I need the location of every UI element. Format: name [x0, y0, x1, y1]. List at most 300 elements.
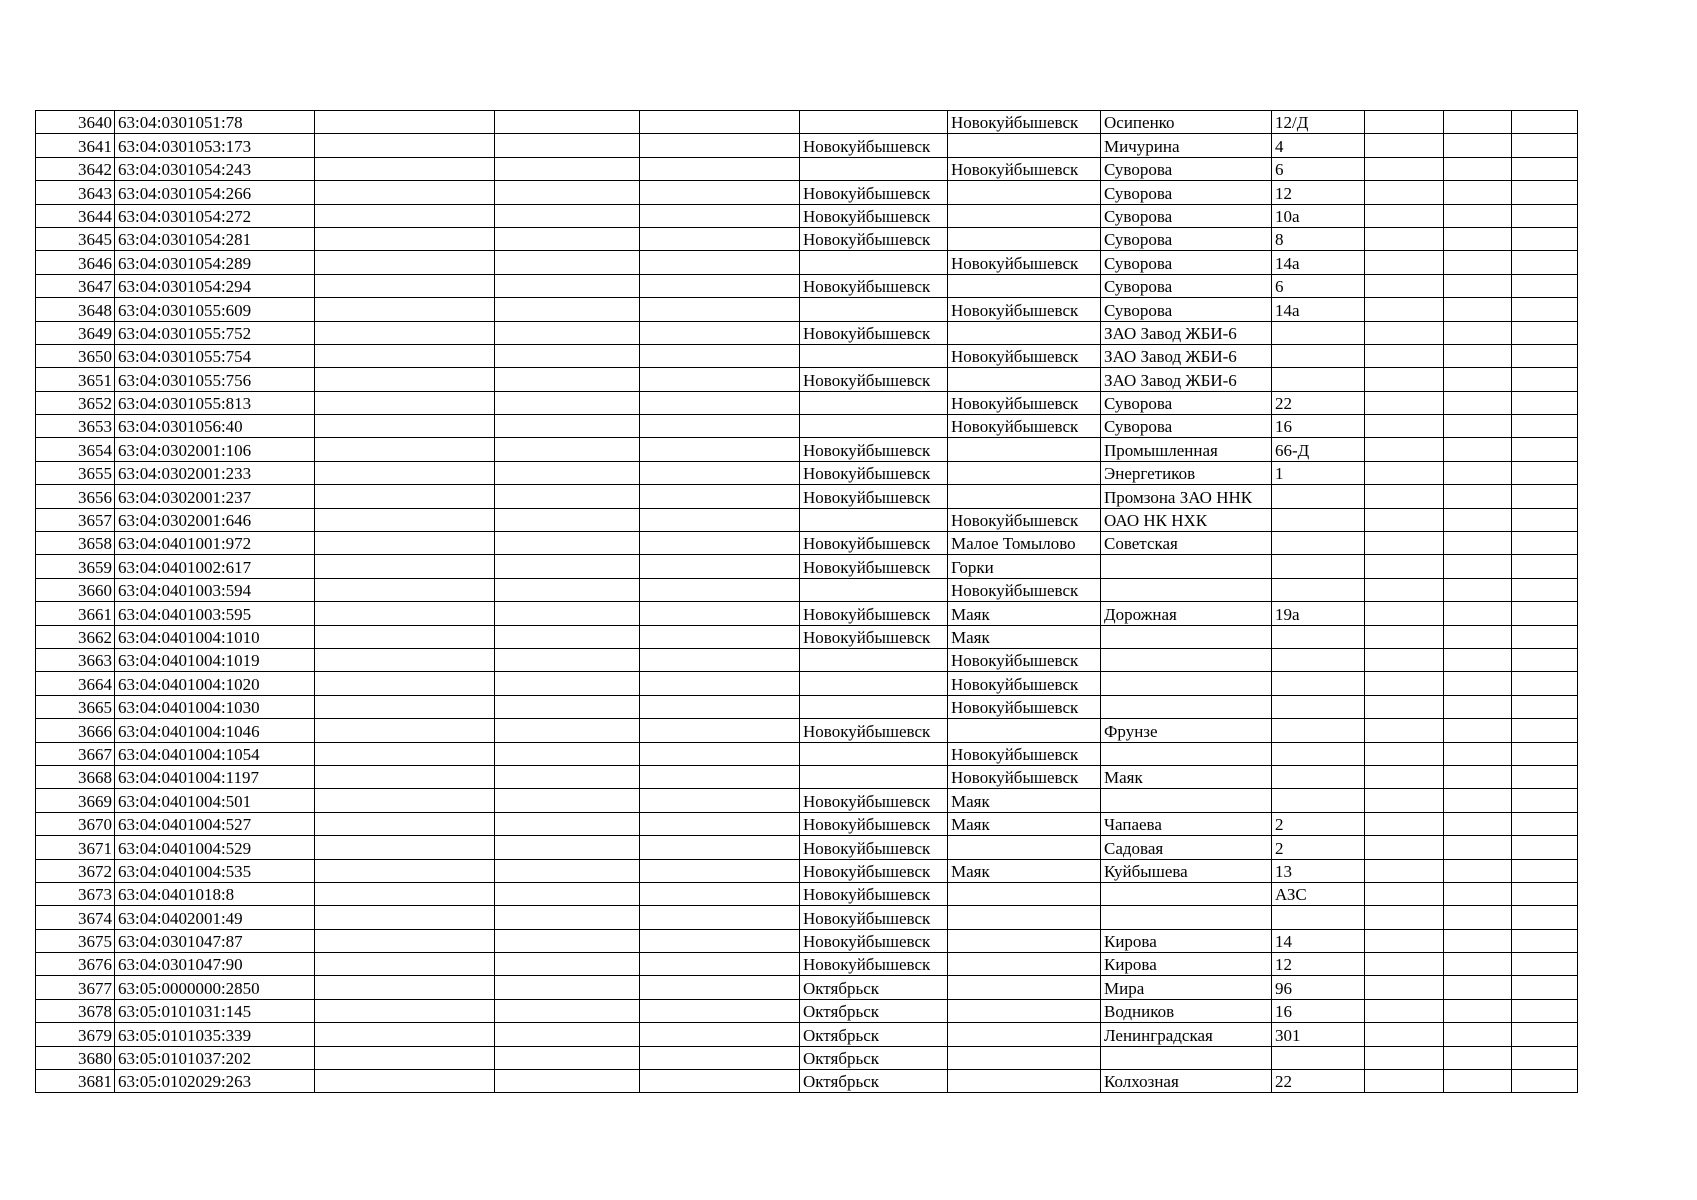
street-cell: [1101, 672, 1272, 695]
city-or-district-cell: Новокуйбышевск: [800, 602, 948, 625]
house-number-cell: [1272, 625, 1365, 648]
locality-cell: [948, 321, 1101, 344]
column-3-cell: [315, 391, 495, 414]
cadastral-number-cell: 63:04:0301055:754: [115, 344, 315, 367]
column-4-cell: [495, 789, 640, 812]
house-number-cell: 8: [1272, 227, 1365, 250]
column-10-cell: [1365, 976, 1444, 999]
city-or-district-cell: Новокуйбышевск: [800, 789, 948, 812]
column-10-cell: [1365, 812, 1444, 835]
row-number-cell: 3662: [36, 625, 115, 648]
column-12-cell: [1512, 1046, 1578, 1069]
column-5-cell: [640, 836, 800, 859]
row-number-cell: 3658: [36, 532, 115, 555]
city-or-district-cell: [800, 578, 948, 601]
column-11-cell: [1444, 134, 1512, 157]
column-4-cell: [495, 1023, 640, 1046]
column-10-cell: [1365, 1023, 1444, 1046]
column-5-cell: [640, 415, 800, 438]
column-3-cell: [315, 134, 495, 157]
column-5-cell: [640, 648, 800, 671]
column-5-cell: [640, 204, 800, 227]
city-or-district-cell: [800, 648, 948, 671]
locality-cell: [948, 274, 1101, 297]
locality-cell: Новокуйбышевск: [948, 765, 1101, 788]
column-5-cell: [640, 719, 800, 742]
column-5-cell: [640, 812, 800, 835]
locality-cell: Горки: [948, 555, 1101, 578]
column-10-cell: [1365, 648, 1444, 671]
column-11-cell: [1444, 742, 1512, 765]
house-number-cell: 4: [1272, 134, 1365, 157]
house-number-cell: 2: [1272, 836, 1365, 859]
column-3-cell: [315, 578, 495, 601]
locality-cell: [948, 204, 1101, 227]
city-or-district-cell: Новокуйбышевск: [800, 836, 948, 859]
column-5-cell: [640, 111, 800, 134]
column-12-cell: [1512, 251, 1578, 274]
column-12-cell: [1512, 625, 1578, 648]
house-number-cell: 14: [1272, 929, 1365, 952]
locality-cell: Новокуйбышевск: [948, 578, 1101, 601]
row-number-cell: 3653: [36, 415, 115, 438]
street-cell: ЗАО Завод ЖБИ-6: [1101, 344, 1272, 367]
table-row: [36, 227, 1578, 250]
column-12-cell: [1512, 742, 1578, 765]
column-4-cell: [495, 648, 640, 671]
cadastral-number-cell: 63:04:0401018:8: [115, 882, 315, 905]
column-3-cell: [315, 204, 495, 227]
house-number-cell: [1272, 648, 1365, 671]
column-3-cell: [315, 625, 495, 648]
column-10-cell: [1365, 765, 1444, 788]
column-4-cell: [495, 625, 640, 648]
house-number-cell: 12/Д: [1272, 111, 1365, 134]
column-4-cell: [495, 555, 640, 578]
column-11-cell: [1444, 321, 1512, 344]
column-5-cell: [640, 298, 800, 321]
column-12-cell: [1512, 461, 1578, 484]
city-or-district-cell: [800, 765, 948, 788]
column-5-cell: [640, 625, 800, 648]
house-number-cell: 22: [1272, 1070, 1365, 1093]
column-5-cell: [640, 227, 800, 250]
house-number-cell: 6: [1272, 274, 1365, 297]
row-number-cell: 3649: [36, 321, 115, 344]
table-row: [36, 742, 1578, 765]
city-or-district-cell: Новокуйбышевск: [800, 906, 948, 929]
locality-cell: Новокуйбышевск: [948, 648, 1101, 671]
street-cell: Суворова: [1101, 157, 1272, 180]
city-or-district-cell: Новокуйбышевск: [800, 929, 948, 952]
house-number-cell: 19а: [1272, 602, 1365, 625]
column-11-cell: [1444, 812, 1512, 835]
column-10-cell: [1365, 625, 1444, 648]
row-number-cell: 3645: [36, 227, 115, 250]
column-12-cell: [1512, 508, 1578, 531]
house-number-cell: 10а: [1272, 204, 1365, 227]
column-4-cell: [495, 1070, 640, 1093]
cadastral-number-cell: 63:04:0402001:49: [115, 906, 315, 929]
column-11-cell: [1444, 251, 1512, 274]
row-number-cell: 3650: [36, 344, 115, 367]
column-10-cell: [1365, 859, 1444, 882]
city-or-district-cell: Новокуйбышевск: [800, 438, 948, 461]
column-10-cell: [1365, 274, 1444, 297]
street-cell: Ленинградская: [1101, 1023, 1272, 1046]
column-3-cell: [315, 555, 495, 578]
column-5-cell: [640, 532, 800, 555]
column-3-cell: [315, 111, 495, 134]
locality-cell: Новокуйбышевск: [948, 508, 1101, 531]
cadastral-number-cell: 63:04:0302001:233: [115, 461, 315, 484]
city-or-district-cell: Октябрьск: [800, 1023, 948, 1046]
column-5-cell: [640, 999, 800, 1022]
house-number-cell: [1272, 765, 1365, 788]
house-number-cell: 13: [1272, 859, 1365, 882]
row-number-cell: 3680: [36, 1046, 115, 1069]
locality-cell: [948, 438, 1101, 461]
city-or-district-cell: Новокуйбышевск: [800, 625, 948, 648]
house-number-cell: 16: [1272, 415, 1365, 438]
column-3-cell: [315, 719, 495, 742]
table-row: [36, 765, 1578, 788]
column-11-cell: [1444, 578, 1512, 601]
city-or-district-cell: Октябрьск: [800, 1070, 948, 1093]
table-row: [36, 344, 1578, 367]
column-11-cell: [1444, 1046, 1512, 1069]
row-number-cell: 3669: [36, 789, 115, 812]
city-or-district-cell: [800, 695, 948, 718]
table-row: [36, 1046, 1578, 1069]
column-4-cell: [495, 882, 640, 905]
city-or-district-cell: Новокуйбышевск: [800, 274, 948, 297]
row-number-cell: 3661: [36, 602, 115, 625]
house-number-cell: 16: [1272, 999, 1365, 1022]
column-10-cell: [1365, 1046, 1444, 1069]
row-number-cell: 3643: [36, 181, 115, 204]
column-12-cell: [1512, 1070, 1578, 1093]
column-3-cell: [315, 321, 495, 344]
column-3-cell: [315, 157, 495, 180]
column-4-cell: [495, 111, 640, 134]
house-number-cell: [1272, 555, 1365, 578]
house-number-cell: 12: [1272, 953, 1365, 976]
column-11-cell: [1444, 672, 1512, 695]
row-number-cell: 3670: [36, 812, 115, 835]
column-5-cell: [640, 1023, 800, 1046]
street-cell: Мичурина: [1101, 134, 1272, 157]
column-11-cell: [1444, 298, 1512, 321]
street-cell: Промышленная: [1101, 438, 1272, 461]
house-number-cell: АЗС: [1272, 882, 1365, 905]
column-12-cell: [1512, 555, 1578, 578]
cadastral-number-cell: 63:04:0301054:294: [115, 274, 315, 297]
column-4-cell: [495, 251, 640, 274]
street-cell: Маяк: [1101, 765, 1272, 788]
table-row: [36, 111, 1578, 134]
city-or-district-cell: [800, 672, 948, 695]
cadastral-number-cell: 63:04:0401004:1054: [115, 742, 315, 765]
locality-cell: Малое Томылово: [948, 532, 1101, 555]
locality-cell: Маяк: [948, 812, 1101, 835]
locality-cell: [948, 836, 1101, 859]
street-cell: ЗАО Завод ЖБИ-6: [1101, 368, 1272, 391]
city-or-district-cell: [800, 415, 948, 438]
cadastral-number-cell: 63:04:0301053:173: [115, 134, 315, 157]
table-row: [36, 532, 1578, 555]
city-or-district-cell: [800, 344, 948, 367]
column-4-cell: [495, 508, 640, 531]
cadastral-number-cell: 63:04:0301054:272: [115, 204, 315, 227]
column-4-cell: [495, 812, 640, 835]
column-11-cell: [1444, 204, 1512, 227]
cadastral-number-cell: 63:04:0401004:1010: [115, 625, 315, 648]
house-number-cell: 14а: [1272, 251, 1365, 274]
locality-cell: [948, 227, 1101, 250]
street-cell: Кирова: [1101, 953, 1272, 976]
column-4-cell: [495, 578, 640, 601]
cadastral-register-table: [35, 110, 1578, 1093]
locality-cell: [948, 368, 1101, 391]
cadastral-number-cell: 63:04:0302001:646: [115, 508, 315, 531]
column-3-cell: [315, 695, 495, 718]
column-10-cell: [1365, 742, 1444, 765]
street-cell: Куйбышева: [1101, 859, 1272, 882]
column-4-cell: [495, 1046, 640, 1069]
column-3-cell: [315, 227, 495, 250]
column-3-cell: [315, 906, 495, 929]
column-3-cell: [315, 251, 495, 274]
house-number-cell: 301: [1272, 1023, 1365, 1046]
column-11-cell: [1444, 391, 1512, 414]
street-cell: [1101, 882, 1272, 905]
column-4-cell: [495, 695, 640, 718]
column-3-cell: [315, 1070, 495, 1093]
column-12-cell: [1512, 672, 1578, 695]
column-11-cell: [1444, 719, 1512, 742]
column-10-cell: [1365, 929, 1444, 952]
column-11-cell: [1444, 485, 1512, 508]
house-number-cell: 14а: [1272, 298, 1365, 321]
table-row: [36, 438, 1578, 461]
street-cell: Суворова: [1101, 391, 1272, 414]
cadastral-number-cell: 63:04:0401004:535: [115, 859, 315, 882]
row-number-cell: 3642: [36, 157, 115, 180]
column-10-cell: [1365, 602, 1444, 625]
street-cell: Советская: [1101, 532, 1272, 555]
table-body: [36, 111, 1578, 1093]
house-number-cell: [1272, 742, 1365, 765]
house-number-cell: 2: [1272, 812, 1365, 835]
street-cell: Кирова: [1101, 929, 1272, 952]
street-cell: [1101, 578, 1272, 601]
column-4-cell: [495, 836, 640, 859]
column-4-cell: [495, 321, 640, 344]
table-row: [36, 578, 1578, 601]
house-number-cell: [1272, 485, 1365, 508]
row-number-cell: 3659: [36, 555, 115, 578]
column-10-cell: [1365, 391, 1444, 414]
column-4-cell: [495, 485, 640, 508]
column-3-cell: [315, 812, 495, 835]
row-number-cell: 3641: [36, 134, 115, 157]
column-5-cell: [640, 555, 800, 578]
street-cell: [1101, 625, 1272, 648]
cadastral-number-cell: 63:04:0301056:40: [115, 415, 315, 438]
table-row: [36, 882, 1578, 905]
cadastral-number-cell: 63:04:0301055:609: [115, 298, 315, 321]
row-number-cell: 3646: [36, 251, 115, 274]
column-12-cell: [1512, 134, 1578, 157]
column-12-cell: [1512, 999, 1578, 1022]
street-cell: [1101, 695, 1272, 718]
column-11-cell: [1444, 344, 1512, 367]
column-12-cell: [1512, 602, 1578, 625]
city-or-district-cell: Новокуйбышевск: [800, 134, 948, 157]
row-number-cell: 3672: [36, 859, 115, 882]
column-4-cell: [495, 906, 640, 929]
house-number-cell: [1272, 578, 1365, 601]
table-row: [36, 789, 1578, 812]
column-12-cell: [1512, 298, 1578, 321]
column-3-cell: [315, 882, 495, 905]
cadastral-number-cell: 63:04:0301054:243: [115, 157, 315, 180]
column-3-cell: [315, 181, 495, 204]
column-4-cell: [495, 976, 640, 999]
row-number-cell: 3678: [36, 999, 115, 1022]
column-3-cell: [315, 368, 495, 391]
column-4-cell: [495, 602, 640, 625]
column-12-cell: [1512, 906, 1578, 929]
column-11-cell: [1444, 461, 1512, 484]
table-row: [36, 625, 1578, 648]
column-10-cell: [1365, 415, 1444, 438]
column-12-cell: [1512, 578, 1578, 601]
street-cell: [1101, 648, 1272, 671]
table-row: [36, 648, 1578, 671]
street-cell: ЗАО Завод ЖБИ-6: [1101, 321, 1272, 344]
locality-cell: [948, 134, 1101, 157]
cadastral-number-cell: 63:04:0401004:501: [115, 789, 315, 812]
row-number-cell: 3663: [36, 648, 115, 671]
city-or-district-cell: [800, 391, 948, 414]
column-12-cell: [1512, 157, 1578, 180]
column-5-cell: [640, 251, 800, 274]
column-12-cell: [1512, 976, 1578, 999]
locality-cell: Новокуйбышевск: [948, 391, 1101, 414]
column-5-cell: [640, 1046, 800, 1069]
column-10-cell: [1365, 251, 1444, 274]
column-11-cell: [1444, 274, 1512, 297]
table-row: [36, 695, 1578, 718]
street-cell: Чапаева: [1101, 812, 1272, 835]
column-12-cell: [1512, 438, 1578, 461]
column-5-cell: [640, 368, 800, 391]
column-11-cell: [1444, 1023, 1512, 1046]
column-11-cell: [1444, 765, 1512, 788]
street-cell: Осипенко: [1101, 111, 1272, 134]
column-4-cell: [495, 274, 640, 297]
column-12-cell: [1512, 859, 1578, 882]
table-row: [36, 859, 1578, 882]
street-cell: Дорожная: [1101, 602, 1272, 625]
house-number-cell: 12: [1272, 181, 1365, 204]
column-12-cell: [1512, 111, 1578, 134]
house-number-cell: [1272, 672, 1365, 695]
column-4-cell: [495, 415, 640, 438]
column-12-cell: [1512, 648, 1578, 671]
column-3-cell: [315, 976, 495, 999]
column-3-cell: [315, 789, 495, 812]
column-10-cell: [1365, 461, 1444, 484]
column-3-cell: [315, 953, 495, 976]
city-or-district-cell: Новокуйбышевск: [800, 485, 948, 508]
column-3-cell: [315, 415, 495, 438]
cadastral-number-cell: 63:04:0301055:813: [115, 391, 315, 414]
table-row: [36, 999, 1578, 1022]
column-4-cell: [495, 672, 640, 695]
street-cell: Водников: [1101, 999, 1272, 1022]
column-10-cell: [1365, 157, 1444, 180]
column-3-cell: [315, 836, 495, 859]
table-row: [36, 368, 1578, 391]
column-3-cell: [315, 485, 495, 508]
house-number-cell: 1: [1272, 461, 1365, 484]
column-5-cell: [640, 274, 800, 297]
city-or-district-cell: [800, 157, 948, 180]
locality-cell: [948, 181, 1101, 204]
row-number-cell: 3652: [36, 391, 115, 414]
row-number-cell: 3651: [36, 368, 115, 391]
column-5-cell: [640, 438, 800, 461]
street-cell: Суворова: [1101, 415, 1272, 438]
column-4-cell: [495, 859, 640, 882]
table-row: [36, 953, 1578, 976]
cadastral-number-cell: 63:04:0301047:87: [115, 929, 315, 952]
street-cell: Фрунзе: [1101, 719, 1272, 742]
locality-cell: Новокуйбышевск: [948, 695, 1101, 718]
cadastral-number-cell: 63:04:0401003:594: [115, 578, 315, 601]
column-12-cell: [1512, 953, 1578, 976]
table-row: [36, 321, 1578, 344]
column-5-cell: [640, 882, 800, 905]
street-cell: Суворова: [1101, 181, 1272, 204]
column-3-cell: [315, 1023, 495, 1046]
row-number-cell: 3668: [36, 765, 115, 788]
column-10-cell: [1365, 508, 1444, 531]
cadastral-number-cell: 63:04:0401004:527: [115, 812, 315, 835]
column-3-cell: [315, 274, 495, 297]
column-12-cell: [1512, 765, 1578, 788]
cadastral-number-cell: 63:04:0401004:1019: [115, 648, 315, 671]
table-row: [36, 836, 1578, 859]
column-10-cell: [1365, 438, 1444, 461]
row-number-cell: 3671: [36, 836, 115, 859]
column-4-cell: [495, 391, 640, 414]
cadastral-number-cell: 63:04:0301051:78: [115, 111, 315, 134]
column-10-cell: [1365, 906, 1444, 929]
column-11-cell: [1444, 695, 1512, 718]
column-5-cell: [640, 485, 800, 508]
locality-cell: [948, 976, 1101, 999]
house-number-cell: [1272, 906, 1365, 929]
column-4-cell: [495, 765, 640, 788]
column-4-cell: [495, 461, 640, 484]
column-11-cell: [1444, 1070, 1512, 1093]
column-5-cell: [640, 929, 800, 952]
column-4-cell: [495, 368, 640, 391]
